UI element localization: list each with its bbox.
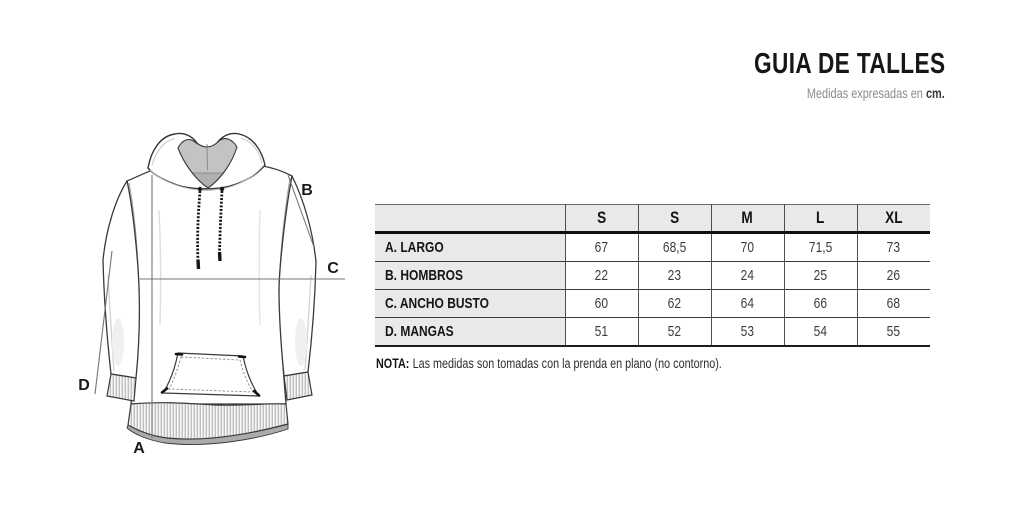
measurement-cell: 22: [565, 262, 638, 290]
measurement-cell: 25: [784, 262, 857, 290]
measure-label-b: B: [301, 182, 313, 199]
size-header-xl: XL: [857, 205, 930, 233]
measure-label-a: A: [133, 440, 145, 457]
row-label-largo: A. LARGO: [375, 233, 565, 262]
measurement-cell: 54: [784, 318, 857, 347]
table-row-mangas: [375, 318, 930, 347]
size-header-m: M: [711, 205, 784, 233]
size-header-l: L: [784, 205, 857, 233]
measurement-cell: 23: [638, 262, 711, 290]
measurement-cell: 70: [711, 233, 784, 262]
measure-label-d: D: [78, 377, 90, 394]
table-row-largo: [375, 233, 930, 262]
right-eyelet: [220, 187, 224, 191]
measurement-cell: 67: [565, 233, 638, 262]
measurement-cell: 60: [565, 290, 638, 318]
measurement-cell: 66: [784, 290, 857, 318]
table-row-ancho-busto: [375, 290, 930, 318]
note-label: NOTA:: [376, 356, 410, 371]
right-cuff: [284, 372, 312, 400]
measurement-note: [376, 356, 808, 372]
row-label-mangas: D. MANGAS: [375, 318, 565, 347]
left-eyelet: [198, 187, 202, 191]
size-table: [375, 204, 930, 347]
size-guide-heading: [700, 50, 945, 100]
subtitle-unit: cm.: [926, 85, 945, 101]
measurement-cell: 26: [857, 262, 930, 290]
measure-label-c: C: [327, 260, 339, 277]
size-header-s1: S: [565, 205, 638, 233]
measurement-cell: 24: [711, 262, 784, 290]
row-label-hombros: B. HOMBROS: [375, 262, 565, 290]
measurement-cell: 51: [565, 318, 638, 347]
subtitle-text: Medidas expresadas en: [807, 85, 924, 101]
hoodie-illustration: [55, 110, 355, 470]
page-title: GUIA DE TALLES: [753, 48, 945, 80]
size-table-header-row: [375, 205, 930, 233]
measurement-cell: 64: [711, 290, 784, 318]
measurement-cell: 55: [857, 318, 930, 347]
measurement-cell: 62: [638, 290, 711, 318]
size-table-corner-cell: [375, 205, 565, 233]
size-header-s2: S: [638, 205, 711, 233]
measurement-cell: 52: [638, 318, 711, 347]
row-label-ancho-busto: C. ANCHO BUSTO: [375, 290, 565, 318]
measurement-cell: 71,5: [784, 233, 857, 262]
table-row-hombros: [375, 262, 930, 290]
measurement-cell: 73: [857, 233, 930, 262]
note-text: Las medidas son tomadas con la prenda en plano (no contorno).: [412, 356, 722, 371]
page-subtitle: [700, 86, 945, 100]
left-cuff: [107, 374, 136, 401]
hoodie-diagram: [55, 110, 355, 470]
measurement-cell: 68: [857, 290, 930, 318]
measurement-cell: 68,5: [638, 233, 711, 262]
measurement-cell: 53: [711, 318, 784, 347]
